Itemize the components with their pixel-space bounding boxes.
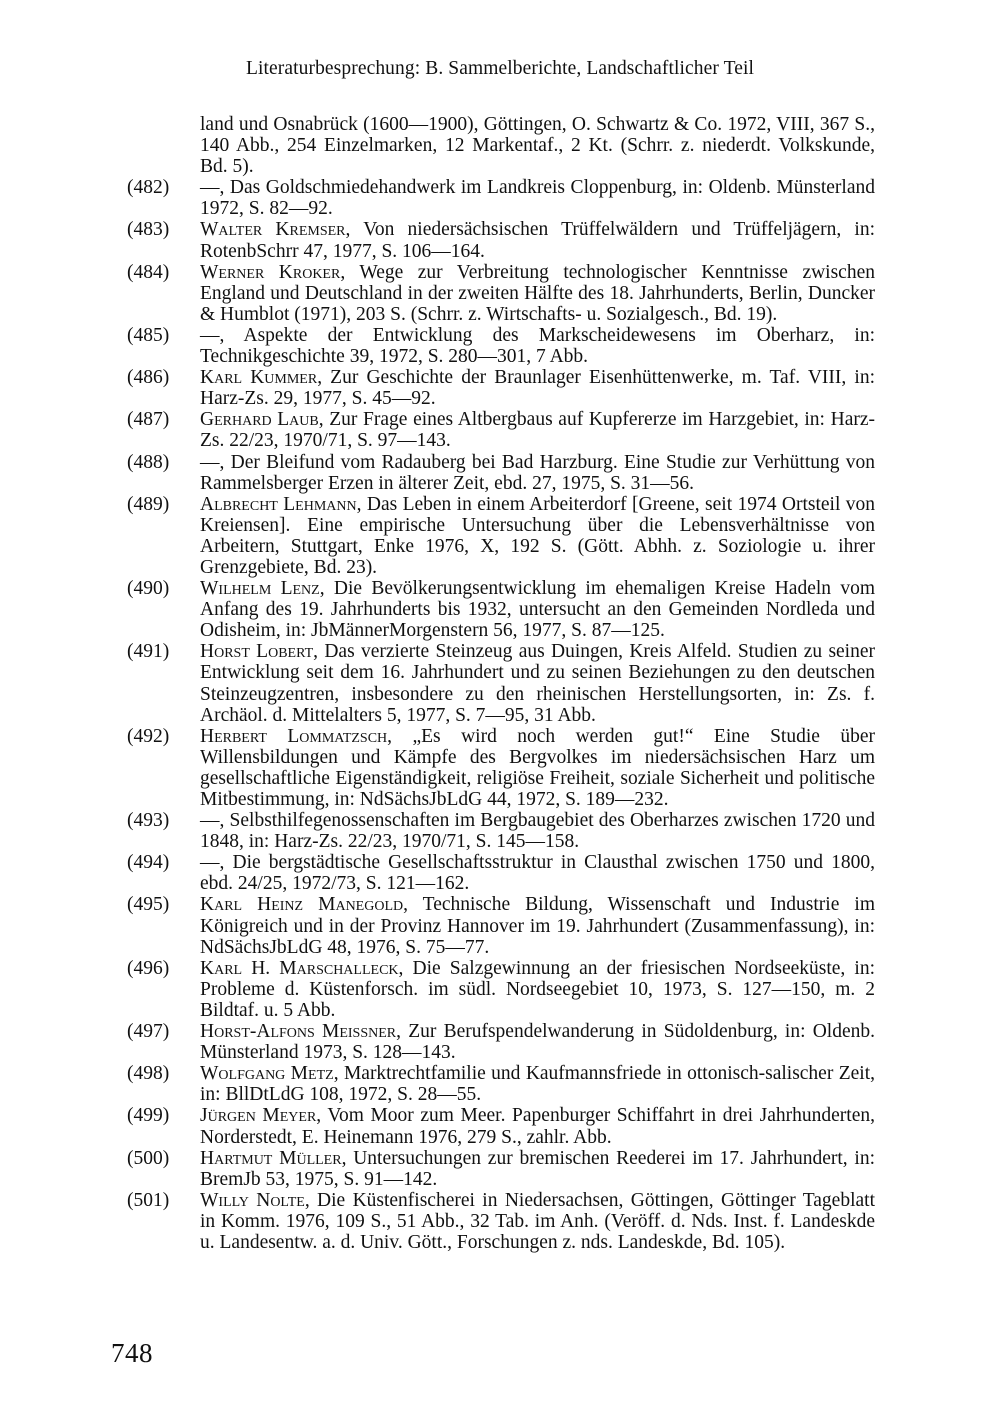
entry-text: —, Die bergstädtische Gesellschaftsstruktur in Clausthal zwischen 1750 und 1800, ebd. 24/25, 1972/73, S. 121—162.: [200, 852, 875, 895]
entry-body: [200, 1148, 875, 1190]
entry-number: (499): [127, 1105, 170, 1127]
entry-author: Karl Heinz Manegold: [200, 894, 404, 916]
bibliography-entry: [127, 1105, 875, 1147]
entry-number: (488): [127, 451, 170, 473]
entry-number: (501): [127, 1189, 170, 1211]
entry-number: (482): [127, 177, 170, 199]
entry-number: (494): [127, 852, 170, 874]
entry-author: Wolfgang Metz: [200, 1063, 334, 1085]
entry-text: , Marktrechtfamilie und Kaufmannsfriede in ottonisch-salischer Zeit, in: BllDtLdG 108, 1972, S. 28—55.: [200, 1063, 875, 1106]
entry-body: [200, 452, 875, 494]
bibliography-entry: [127, 409, 875, 451]
entry-author: Jürgen Meyer: [200, 1105, 317, 1127]
entry-body: [200, 958, 875, 1021]
entry-number: (498): [127, 1063, 170, 1085]
entry-author: Willy Nolte: [200, 1189, 305, 1211]
bibliography-entry: [127, 262, 875, 325]
entry-author: Walter Kremser: [200, 219, 346, 241]
entry-text: , Zur Frage eines Altbergbaus auf Kupfererze im Harzgebiet, in: Harz-Zs. 22/23, 1970/71, S. 97—143.: [200, 409, 875, 452]
entry-author: Albrecht Lehmann: [200, 493, 357, 515]
bibliography-entry: [127, 1063, 875, 1105]
entry-author: Karl Kummer: [200, 367, 318, 389]
entry-number: (485): [127, 324, 170, 346]
bibliography-entry: [127, 452, 875, 494]
entry-number: (490): [127, 578, 170, 600]
entry-text: , Vom Moor zum Meer. Papenburger Schiffahrt in drei Jahrhunderten, Norderstedt, E. Heinemann 1976, 279 S., zahlr. Abb.: [200, 1105, 875, 1148]
entry-text: —, Selbsthilfegenossenschaften im Bergbaugebiet des Oberharzes zwischen 1720 und 1848, in: Harz-Zs. 22/23, 1970/71, S. 145—158.: [200, 810, 875, 853]
entry-text: —, Das Goldschmiedehandwerk im Landkreis Cloppenburg, in: Oldenb. Münsterland 1972, S. 82—92.: [200, 177, 875, 220]
bibliography-entry: [127, 367, 875, 409]
entry-number: (487): [127, 409, 170, 431]
bibliography-entry: [127, 325, 875, 367]
entry-text: , Zur Berufspendelwanderung in Südoldenburg, in: Oldenb. Münsterland 1973, S. 128—143.: [200, 1021, 875, 1064]
entry-number: [127, 114, 200, 177]
entry-body: [200, 409, 875, 451]
entry-body: [200, 114, 875, 177]
entry-body: [200, 325, 875, 367]
entry-number: (492): [127, 725, 170, 747]
entry-author: Werner Kroker: [200, 261, 341, 283]
entry-text: , Die Salzgewinnung an der friesischen Nordseeküste, in: Probleme d. Küstenforsch. im südl. Nordseegebiet 10, 1973, S. 127—150, m. 2 Bildtaf. u. 5 Abb.: [200, 957, 876, 1021]
entry-text: , Das verzierte Steinzeug aus Duingen, Kreis Alfeld. Studien zu seiner Entwicklung seit dem 16. Jahrhundert und zu seinen Beziehungen zu den deutschen Steinzeugzentren, insbesondere zu den rheinischen Herstellungsorten, in: Zs. f. Archäol. d. Mittelalters 5, 1977, S. 7—95, 31 Abb.: [200, 641, 875, 726]
entry-body: [200, 177, 875, 219]
entry-body: [200, 1021, 875, 1063]
bibliography-entry: [127, 1190, 875, 1253]
entry-text: —, Der Bleifund vom Radauberg bei Bad Harzburg. Eine Studie zur Verhüttung von Rammelsberger Erzen in älterer Zeit, ebd. 27, 1975, S. 31—56.: [200, 451, 875, 494]
bibliography-entry: [127, 219, 875, 261]
entry-number: (493): [127, 810, 170, 832]
entry-number: (483): [127, 219, 170, 241]
bibliography-entry: [127, 1021, 875, 1063]
entry-text: , Die Bevölkerungsentwicklung im ehemaligen Kreise Hadeln vom Anfang des 19. Jahrhunderts bis 1932, untersucht an den Gemeinden Nordleda und Odisheim, in: JbMännerMorgenstern 56, 1977, S. 87—125.: [200, 578, 876, 642]
entry-author: Herbert Lommatzsch: [200, 725, 388, 747]
entry-number: (495): [127, 894, 170, 916]
entry-text: , Die Küstenfischerei in Niedersachsen, Göttingen, Göttinger Tageblatt in Komm. 1976, 109 S., 51 Abb., 32 Tab. im Anh. (Veröff. d. Nds. Inst. f. Landeskde u. Landesentw. a. d. Univ. Gött., Forschungen z. nds. Landeskde, Bd. 105).: [200, 1189, 875, 1253]
entry-number: (486): [127, 367, 170, 389]
bibliography-entry: [127, 958, 875, 1021]
entry-author: Gerhard Laub: [200, 409, 319, 431]
entry-body: [200, 578, 875, 641]
entry-text: , Wege zur Verbreitung technologischer Kenntnisse zwischen England und Deutschland in der zweiten Hälfte des 18. Jahrhunderts, Berlin, Duncker & Humblot (1971), 203 S. (Schrr. z. Wirtschafts- u. Sozialgesch., Bd. 19).: [200, 261, 875, 325]
bibliography-entry: [127, 810, 875, 852]
entry-body: [200, 1105, 875, 1147]
entry-number: (491): [127, 641, 170, 663]
entry-text: , Technische Bildung, Wissenschaft und Industrie im Königreich und in der Provinz Hannover im 19. Jahrhundert (Zusammenfassung), in: NdSächsJbLdG 48, 1976, S. 75—77.: [200, 894, 875, 958]
bibliography-entry: [127, 494, 875, 578]
bibliography-entry: [127, 641, 875, 725]
entry-body: [200, 852, 875, 894]
entry-body: [200, 1190, 875, 1253]
bibliography-list: [127, 114, 875, 1253]
bibliography-entry: [127, 852, 875, 894]
entry-number: (497): [127, 1021, 170, 1043]
entry-author: Horst Lobert: [200, 641, 314, 663]
entry-author: Karl H. Marschalleck: [200, 957, 399, 979]
bibliography-entry: [127, 578, 875, 641]
entry-text: land und Osnabrück (1600—1900), Göttingen, O. Schwartz & Co. 1972, VIII, 367 S., 140 Abb., 254 Einzelmarken, 12 Markentaf., 2 Kt. (Schrr. z. niederdt. Volkskunde, Bd. 5).: [200, 114, 875, 178]
entry-number: (496): [127, 957, 170, 979]
entry-body: [200, 894, 875, 957]
entry-body: [200, 367, 875, 409]
entry-text: , „Es wird noch werden gut!“ Eine Studie über Willensbildungen und Kämpfe des Bergvolkes im niedersächsischen Harz um gesellschaftliche Eigenständigkeit, religiöse Freiheit, soziale Sicherheit und politische Mitbestimmung, in: NdSächsJbLdG 44, 1972, S. 189—232.: [200, 725, 875, 810]
entry-body: [200, 810, 875, 852]
bibliography-entry: [127, 177, 875, 219]
entry-text: , Das Leben in einem Arbeiterdorf [Greene, seit 1974 Ortsteil von Kreiensen]. Eine empirische Untersuchung über die Lebensverhältnisse von Arbeitern, Stuttgart, Enke 1976, X, 192 S. (Gött. Abhh. z. Soziologie u. ihrer Grenzgebiete, Bd. 23).: [200, 493, 876, 578]
running-header: Literaturbesprechung: B. Sammelberichte, Landschaftlicher Teil: [245, 58, 755, 79]
page-number: 748: [111, 1338, 153, 1368]
bibliography-entry: [127, 114, 875, 177]
entry-body: [200, 219, 875, 261]
bibliography-entry: [127, 726, 875, 810]
bibliography-entry: [127, 894, 875, 957]
entry-author: Horst-Alfons Meissner: [200, 1021, 397, 1043]
entry-number: (500): [127, 1147, 170, 1169]
entry-author: Wilhelm Lenz: [200, 578, 320, 600]
entry-number: (489): [127, 493, 170, 515]
entry-body: [200, 726, 875, 810]
entry-body: [200, 262, 875, 325]
entry-text: , Zur Geschichte der Braunlager Eisenhüttenwerke, m. Taf. VIII, in: Harz-Zs. 29, 1977, S. 45—92.: [200, 367, 875, 410]
bibliography-entry: [127, 1148, 875, 1190]
entry-author: Hartmut Müller: [200, 1147, 342, 1169]
entry-text: , Untersuchungen zur bremischen Reederei im 17. Jahrhundert, in: BremJb 53, 1975, S. 91—142.: [200, 1147, 876, 1190]
entry-body: [200, 494, 875, 578]
entry-number: (484): [127, 261, 170, 283]
entry-body: [200, 641, 875, 725]
entry-text: , Von niedersächsischen Trüffelwäldern und Trüffeljägern, in: RotenbSchrr 47, 1977, S. 106—164.: [200, 219, 875, 262]
entry-text: —, Aspekte der Entwicklung des Markscheidewesens im Oberharz, in: Technikgeschichte 39, 1972, S. 280—301, 7 Abb.: [200, 324, 875, 368]
entry-body: [200, 1063, 875, 1105]
